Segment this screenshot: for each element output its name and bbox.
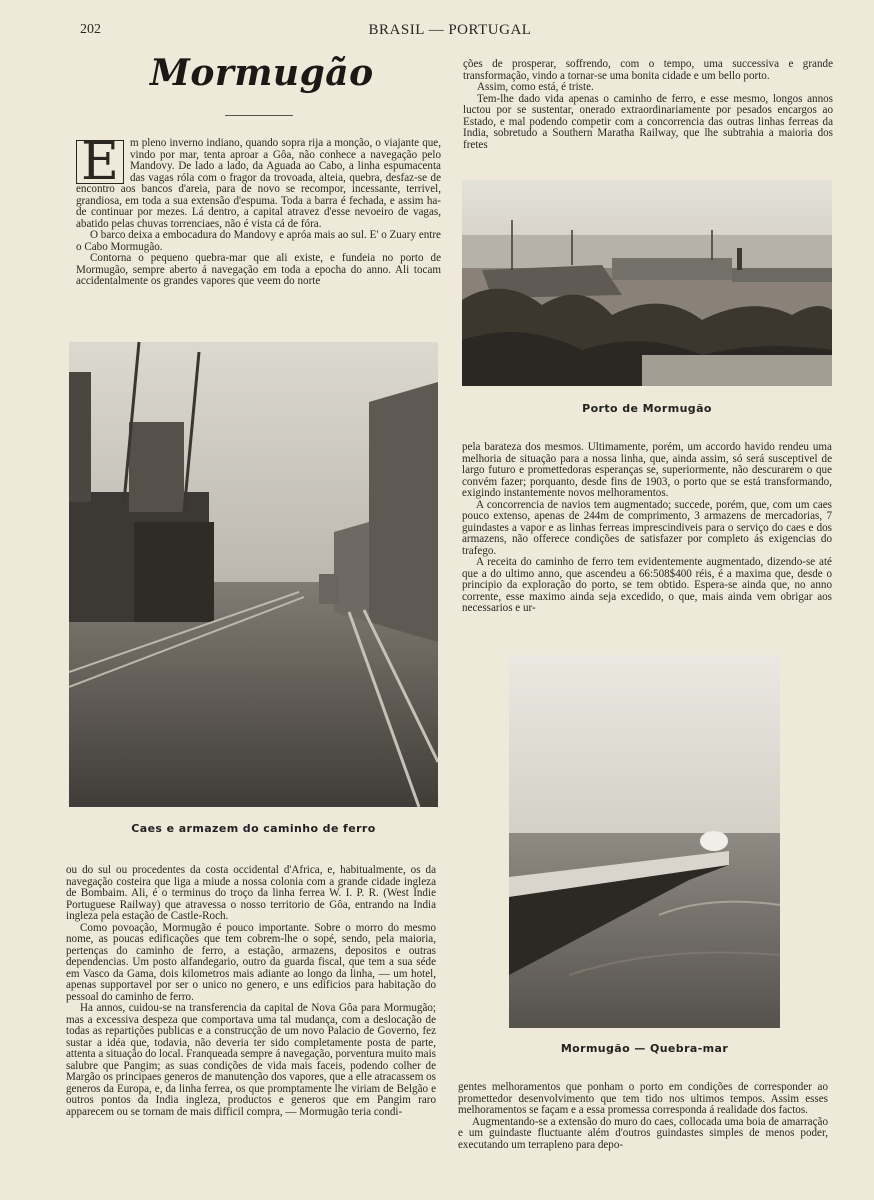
page-header — [0, 22, 874, 42]
breakwater-caption: Mormugão — Quebra-mar — [560, 1042, 729, 1055]
harbour-photo — [462, 180, 832, 386]
paragraph: Tem-lhe dado vida apenas o caminho de ferro, e esse mesmo, longos annos luctou por se sustentar, onerado extraordinariamente por pesados encargos ao Estado, e mal podendo competir com a concorrencia das outras linhas ferreas da India, sobretudo a Southern Maratha Railway, que lhe subtrahia a maioria dos fretes — [463, 92, 833, 151]
paragraph: A receita do caminho de ferro tem evidentemente augmentado, dizendo-se até que a do ultimo anno, que ascendeu a 66:508$400 réis, é a maxima que, desde o principio da exploração do porto, se tem obtido. Espera-se ainda que, no anno corrente, esse maximo ainda seja excedido, o que, mais ainda vem obrigar aos necessarios e ur- — [462, 556, 832, 614]
title-rule — [225, 115, 293, 116]
harbour-caption: Porto de Mormugão — [582, 402, 712, 415]
column-2-top — [463, 59, 833, 151]
breakwater-photo — [509, 655, 780, 1028]
quay-caption: Caes e armazem do caminho de ferro — [131, 822, 376, 835]
paragraph: Como povoação, Mormugão é pouco importante. Sobre o morro do mesmo nome, as poucas edificações que tem cobrem-lhe o sopé, sendo, pela maioria, pertenças do caminho de ferro, a estação, armazens, depositos e outras dependencias. Um posto alfandegario, outro da guarda fiscal, que tem a sua séde em Vasco da Gama, dois kilometros mais adiante ao longo da linha, — um hotel, apenas supportavel por ser o unico no genero, e uns edificios para habitação do pessoal do caminho de ferro. — [66, 921, 436, 1003]
drop-cap: E — [76, 140, 124, 184]
paragraph: gentes melhoramentos que ponham o porto em condições de corresponder ao promettedor desenvolvimento que tem tido nos ultimos tempos. Assim esses melhoramentos se façam e a essa promessa corresponda á realidade dos factos. — [458, 1081, 828, 1116]
running-title: BRASIL — PORTUGAL — [368, 22, 532, 38]
paragraph: Assim, como está, é triste. — [477, 81, 594, 93]
column-1-top — [76, 132, 441, 288]
paragraph: Ha annos, cuidou-se na transferencia da capital de Nova Gôa para Mormugão; mas a excessiva despeza que comportava uma tal mudança, com a deslocação de todas as repartições publicas e a construcção de um novo Palacio de Governo, fez sustar a idéa que, todavia, não deveria ter sido completamente posta de parte, attenta a situação do local. Franqueada sempre á navegação, porventura muito mais salubre que Pangim; as suas condições de vida mais faceis, podendo colher de Margão os principaes generos de manutenção dos vapores, que a elle atracassem os generos da Europa, e, da linha ferrea, os que promptamente lhe viriam de Belgão e outros pontos da India ingleza, productos e generos que em Pangim raro apparecem ou se tornam de mais difficil compra, — Mormugão teria condi- — [66, 1002, 436, 1118]
column-1-bottom — [66, 865, 436, 1118]
paragraph: Contorna o pequeno quebra-mar que ali existe, e fundeia no porto de Mormugão, sempre aberto á navegação em toda a epocha do anno. Ali tocam accidentalmente os grandes vapores que veem do norte — [76, 252, 441, 287]
paragraph: E m pleno inverno indiano, quando sopra rija a monção, o viajante que, vindo por mar, tenta aproar a Gôa, não conhece a navegação pelo Mandovy. De lado a lado, da Aguada ao Cabo, a linha espumacenta das vagas róla com o fragor da trovoada, alteia, quebra, desfaz-se de encontro aos bancos d'areia, para de novo se recompor, incessante, terrivel, grandiosa, em toda a sua extensão d'espuma. Toda a barra é fechada, e assim ha-de continuar por mezes. Lá dentro, a capital atravez d'esse nevoeiro de vagas, abatido pelas chuvas torrenciaes, não é vista cá de fóra. — [76, 132, 441, 230]
column-2-bottom — [458, 1082, 828, 1151]
paragraph: pela barateza dos mesmos. Ultimamente, porém, um accordo havido rendeu uma melhoria de situação para a nossa linha, que, ainda assim, só será susceptivel de largo futuro e promettedoras esperanças se, superiormente, não descurarem o que convém fazer; porquanto, desde fins de 1903, o porto que se está transformando, exigindo instantemente novos melhoramentos. — [462, 441, 832, 499]
paragraph: A concorrencia de navios tem augmentado; succede, porém, que, com um caes pouco extenso, apenas de 244m de comprimento, 3 armazens de mercadorias, 7 guindastes a vapor e as linhas ferreas imprescindiveis para o serviço do caes e dos armazens, não offerece condições de satisfazer por completo ás exigencias do trafego. — [462, 498, 832, 557]
column-2-middle — [462, 442, 832, 615]
page-number: 202 — [80, 22, 101, 37]
paragraph: O barco deixa a embocadura do Mandovy e apróa mais ao sul. E' o Zuary entre o Cabo Mormugão. — [76, 229, 441, 253]
article-title: Mormugão — [150, 52, 374, 94]
paragraph: ções de prosperar, soffrendo, com o tempo, uma successiva e grande transformação, vindo a tornar-se uma bonita cidade e um bello porto. — [463, 58, 833, 82]
paragraph: ou do sul ou procedentes da costa occidental d'Africa, e, habitualmente, os da navegação costeira que liga a miude a nossa colonia com a grande cidade ingleza de Bombaim. Ali, é o terminus do troço da linha ferrea W. I. P. R. (West Indie Portuguese Railway) que atravessa o nosso territorio de Gôa, entrando na India ingleza pela estação de Castle-Roch. — [66, 864, 436, 922]
paragraph: Augmentando-se a extensão do muro do caes, collocada uma boia de amarração e um guindaste fluctuante além d'outros guindastes simples de menos poder, executando um terrapleno para depo- — [458, 1115, 828, 1151]
quay-photo — [69, 342, 438, 807]
